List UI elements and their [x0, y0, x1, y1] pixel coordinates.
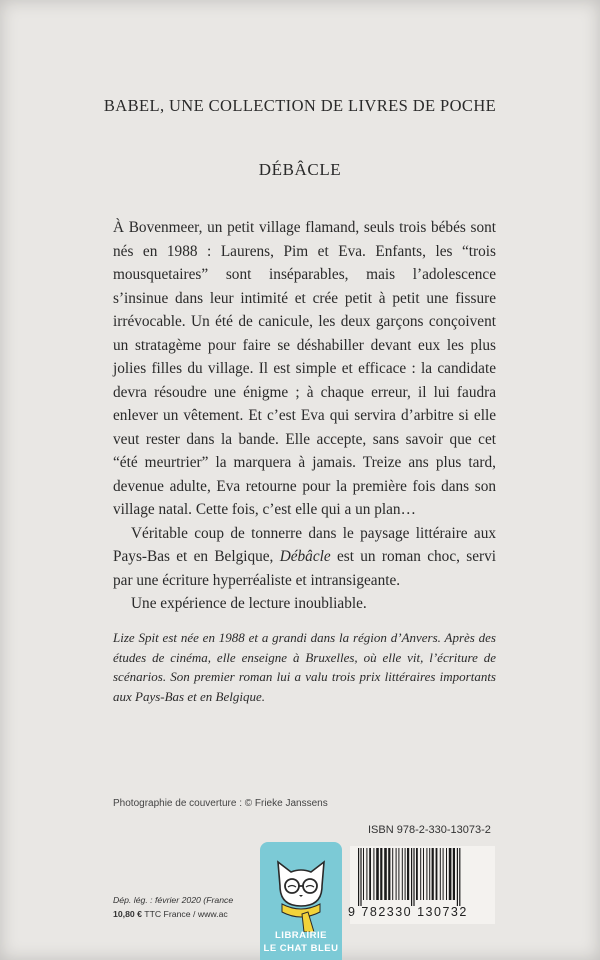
- barcode-bar: [366, 848, 367, 900]
- barcode-bar: [376, 848, 379, 900]
- summary-paragraph: À Bovenmeer, un petit village flamand, seuls trois bébés sont nés en 1988 : Laurens, Pim et Eva. Enfants, les “trois mousquetaires” sont inséparables, mais l’adolescence s’insinue dans leur intimité et crée petit à petit une fissure irrévocable. Un été de canicule, les deux garçons conçoivent un stratagème pour faire se déshabiller devant eux les plus jolies filles du village. Il est simple et efficace : la candidate devra résoudre une énigme ; à chaque erreur, il lui faudra enlever un vêtement. Et c’est Eva qui servira d’arbitre si elle veut rester dans la bande. Elle accepte, sans savoir que cet “été meurtrier” la marquera à jamais. Treize ans plus tard, devenue adulte, Eva retourne pour la première fois dans son village natal. Cette fois, c’est elle qui a un plan…: [113, 219, 496, 518]
- barcode-bars: [350, 846, 495, 906]
- legal-deposit: Dép. lég. : février 2020 (France: [113, 895, 234, 905]
- barcode-bar: [373, 848, 374, 900]
- barcode-bar: [436, 848, 438, 900]
- barcode-bar: [369, 848, 371, 900]
- barcode-bar: [423, 848, 424, 900]
- summary-block: [113, 216, 496, 616]
- cat-icon: [260, 842, 342, 932]
- barcode-bar: [459, 848, 460, 906]
- legal-price-line: [113, 907, 273, 921]
- barcode-bar: [453, 848, 455, 900]
- legal-notice: [113, 893, 273, 921]
- tagline: Une expérience de lecture inoubliable.: [131, 595, 367, 612]
- barcode-bar: [407, 848, 409, 900]
- barcode-bar: [457, 848, 458, 906]
- price: 10,80 €: [113, 909, 142, 919]
- review-paragraph: [113, 522, 496, 593]
- collection-name: BABEL, UNE COLLECTION DE LIVRES DE POCHE: [103, 96, 497, 115]
- barcode-bar: [398, 848, 399, 900]
- isbn: ISBN 978-2-330-13073-2: [368, 824, 491, 836]
- photo-credit: Photographie de couverture : © Frieke Janssens: [113, 798, 328, 809]
- barcode-bar: [402, 848, 403, 900]
- barcode-bar: [443, 848, 444, 900]
- barcode-bar: [411, 848, 412, 906]
- review-title: Débâcle: [279, 548, 331, 565]
- barcode-bar: [413, 848, 414, 906]
- barcode-bar: [416, 848, 418, 900]
- sticker-line-2: LE CHAT BLEU: [263, 943, 339, 954]
- barcode-number: 9 782330 130732: [348, 905, 468, 919]
- barcode-bar: [432, 848, 434, 900]
- barcode-bar: [449, 848, 452, 900]
- barcode-bar: [440, 848, 441, 900]
- review-before: Véritable coup de tonnerre dans le paysage littéraire aux Pays-Bas et en Belgique,: [113, 524, 496, 565]
- barcode-bar: [384, 848, 387, 900]
- barcode-bar: [360, 848, 361, 906]
- barcode-bar: [388, 848, 390, 900]
- barcode-bar: [426, 848, 427, 900]
- review-after: est un roman choc, servi par une écriture hyperréaliste et intransigeante.: [113, 548, 496, 589]
- barcode-bar: [380, 848, 382, 900]
- barcode-bar: [363, 848, 364, 900]
- barcode-bar: [405, 848, 406, 900]
- barcode-bar: [420, 848, 421, 900]
- barcode-bar: [396, 848, 397, 900]
- barcode-bar: [358, 848, 359, 906]
- book-title: DÉBÂCLE: [258, 160, 342, 179]
- legal-price-rest: TTC France / www.ac: [142, 909, 228, 919]
- bookstore-sticker: [260, 842, 342, 960]
- barcode-bar: [446, 848, 447, 900]
- sticker-line-1: LIBRAIRIE: [275, 930, 327, 941]
- barcode-bar: [429, 848, 430, 900]
- barcode-bar: [392, 848, 393, 900]
- author-bio: Lize Spit est née en 1988 et a grandi dans la région d’Anvers. Après des études de cinéma, elle enseigne à Bruxelles, où elle vit, l’écriture de scénarios. Son premier roman lui a valu trois prix littéraires importants aux Pays-Bas et en Belgique.: [113, 630, 496, 704]
